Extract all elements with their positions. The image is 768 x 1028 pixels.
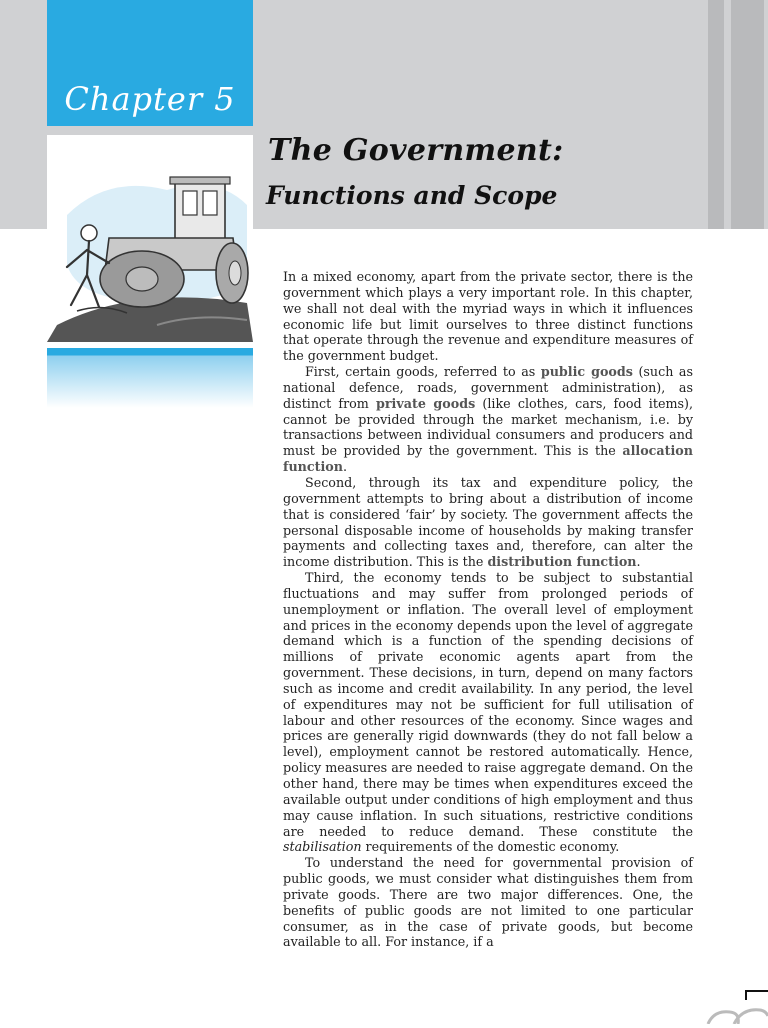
text-run: (such as national defence, roads, government administration), as distinct from xyxy=(283,364,693,411)
chapter-subtitle: Functions and Scope xyxy=(266,181,558,210)
paragraph xyxy=(283,855,693,950)
key-term: public goods xyxy=(540,364,633,380)
key-term: private goods xyxy=(375,395,476,411)
chapter-label: Chapter 5 xyxy=(64,80,236,118)
header-stripe xyxy=(731,0,764,229)
text-run: Third, the economy tends to be subject to substantial fluctuations and may suffer from prolonged periods of unemployment or inflation. The overall level of employment and prices in the economy depends upon the level of aggregate demand which is a function of the spending decisions of millions of private economic agents apart from the government. These decisions, in turn, depend on many factors such as income and credit availability. In any period, the level of expenditures may not be sufficient for full utilisation of labour and other resources of the economy. Since wages and prices are generally rigid downwards (they do not fall below a level), employment cannot be restored automatically. Hence, policy measures are needed to raise aggregate demand. On the other hand, there may be times when expenditures exceed the available output under conditions of high employment and thus may cause inflation. In such situations, restrictive conditions are needed to reduce demand. These constitute the xyxy=(283,570,693,839)
road-roller-illustration xyxy=(47,135,253,342)
text-run: Second, through its tax and expenditure policy, the government attempts to bring about a distribution of income that is considered ‘fair’ by society. The government affects the personal disposable income of households by making transfer payments and collecting taxes and, therefore, can alter the income distribution. This is the xyxy=(283,474,693,570)
text-run: . xyxy=(636,554,641,570)
body-text xyxy=(283,269,693,950)
key-term: distribution function xyxy=(487,554,637,570)
text-run: To understand the need for governmental provision of public goods, we must consider what distinguishes them from private goods. There are two major differences. One, the benefits of public goods are not limited to one particular consumer, as in the case of private goods, but become available to all. For instance, if a xyxy=(283,855,693,950)
text-run: . xyxy=(343,459,348,475)
paragraph xyxy=(283,570,693,855)
paragraph xyxy=(283,269,693,364)
chapter-accent-bar xyxy=(47,348,253,408)
paragraph xyxy=(283,364,693,475)
key-term: allocation function xyxy=(283,443,693,475)
paragraph xyxy=(283,475,693,570)
corner-swirl-decoration xyxy=(704,1002,768,1024)
text-run: First, certain goods, referred to as xyxy=(305,364,541,380)
chapter-tab xyxy=(47,0,253,126)
chapter-title: The Government: xyxy=(268,133,564,168)
text-run: (like clothes, cars, food items), cannot be provided through the market mechanism, i.e. by transactions between individual consumers and producers and must be provided by the government. This is the xyxy=(283,395,693,459)
header-stripe xyxy=(708,0,724,229)
italic-term: stabilisation xyxy=(283,839,362,855)
corner-mark xyxy=(745,990,768,1000)
text-run: requirements of the domestic economy. xyxy=(361,839,620,855)
text-run: In a mixed economy, apart from the private sector, there is the government which plays a very important role. In this chapter, we shall not deal with the myriad ways in which it influences economic life but limit ourselves to three distinct functions that operate through the revenue and expenditure measures of the government budget. xyxy=(283,269,693,364)
